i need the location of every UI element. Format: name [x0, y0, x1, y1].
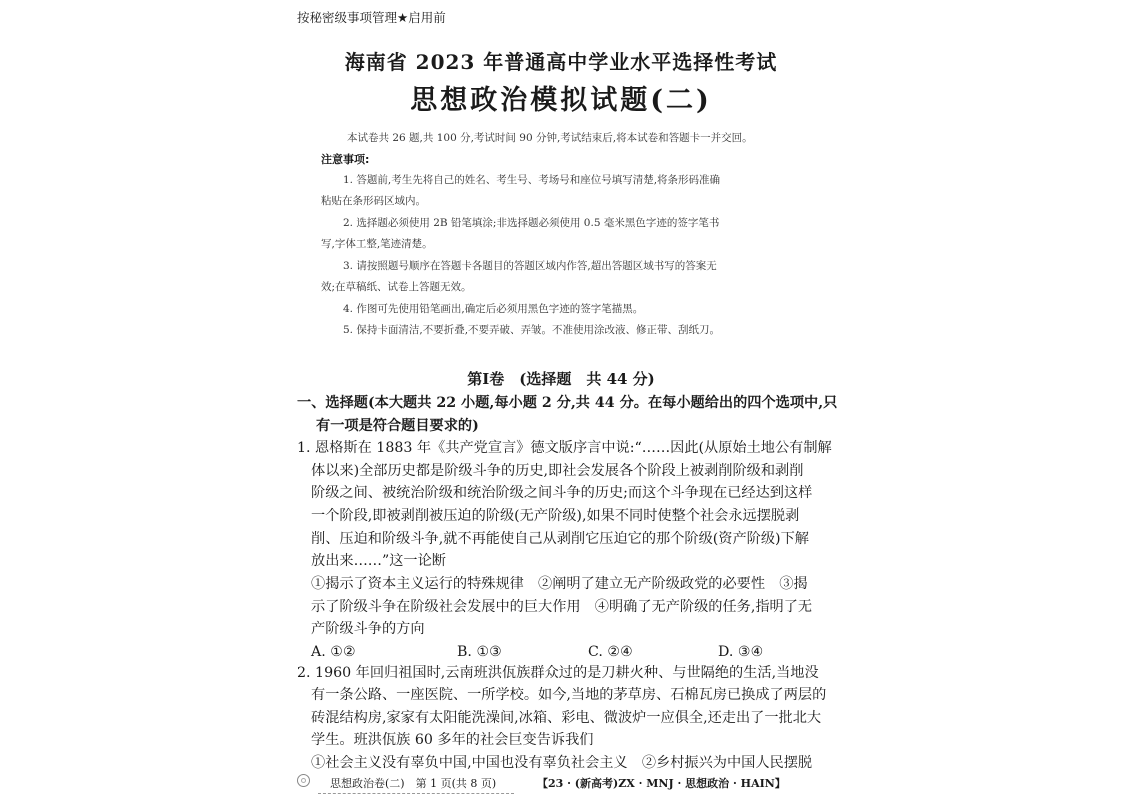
question-1-statement: 示了阶级斗争在阶级社会发展中的巨大作用 ④明确了无产阶级的任务,指明了无 — [311, 599, 813, 615]
notice-item: 2. 选择题必须使用 2B 铅笔填涂;非选择题必须使用 0.5 毫米黑色字迹的签字笔书 — [343, 217, 720, 229]
notice-label: 注意事项: — [321, 153, 370, 166]
question-1-line: 阶级之间、被统治阶级和统治阶级之间斗争的历史;而这个斗争现在已经达到这样 — [311, 485, 813, 501]
question-1-statement: 产阶级斗争的方向 — [311, 621, 425, 637]
notice-item: 4. 作图可先使用铅笔画出,确定后必须用黑色字迹的签字笔描黑。 — [343, 303, 644, 315]
question-1-line: 削、压迫和阶级斗争,就不再能使自己从剥削它压迫它的那个阶级(资产阶级)下解 — [311, 531, 809, 547]
section-title: 第Ⅰ卷 (选择题 共 44 分) — [467, 370, 655, 388]
notice-item: 写,字体工整,笔迹清楚。 — [321, 238, 433, 250]
notice-item: 粘贴在条形码区域内。 — [321, 195, 426, 207]
question-2-line: 有一条公路、一座医院、一所学校。如今,当地的茅草房、石棉瓦房已换成了两层的 — [311, 687, 827, 703]
exam-title: 海南省 2023 年普通高中学业水平选择性考试 — [344, 50, 778, 74]
section-heading: 有一项是符合题目要求的) — [316, 418, 479, 434]
option-b: B. ①③ — [457, 644, 502, 660]
confidentiality-label: 按秘密级事项管理★启用前 — [297, 10, 446, 25]
footer-circle-icon — [297, 774, 310, 787]
option-c: C. ②④ — [588, 644, 633, 660]
notice-item: 1. 答题前,考生先将自己的姓名、考生号、考场号和座位号填写清楚,将条形码准确 — [343, 174, 721, 186]
section-heading: 一、选择题(本大题共 22 小题,每小题 2 分,共 44 分。在每小题给出的四个选项中,只 — [297, 395, 838, 411]
question-2-line: 2. 1960 年回归祖国时,云南班洪佤族群众过的是刀耕火种、与世隔绝的生活,当地没 — [297, 665, 819, 681]
question-2-line: 学生。班洪佤族 60 多年的社会巨变告诉我们 — [311, 732, 594, 748]
notice-item: 效;在草稿纸、试卷上答题无效。 — [321, 281, 472, 293]
question-1-line: 放出来……”这一论断 — [311, 553, 446, 569]
footer-divider — [318, 790, 514, 794]
notice-item: 3. 请按照题号顺序在答题卡各题目的答题区域内作答,超出答题区域书写的答案无 — [343, 260, 717, 272]
question-1-line: 体以来)全部历史都是阶级斗争的历史,即社会发展各个阶段上被剥削阶级和剥削 — [311, 463, 804, 479]
question-1-line: 1. 恩格斯在 1883 年《共产党宣言》德文版序言中说:“……因此(从原始土地公有制解 — [297, 440, 832, 456]
option-a: A. ①② — [311, 644, 356, 660]
exam-subject-title: 思想政治模拟试题(二) — [410, 85, 712, 116]
question-1-line: 一个阶段,即被剥削被压迫的阶级(无产阶级),如果不同时使整个社会永远摆脱剥 — [311, 508, 800, 524]
question-2-line: ①社会主义没有辜负中国,中国也没有辜负社会主义 ②乡村振兴为中国人民摆脱 — [311, 755, 813, 771]
option-d: D. ③④ — [718, 644, 764, 660]
footer-code: 【23 · (新高考)ZX · MNJ · 思想政治 · HAIN】 — [537, 777, 786, 790]
question-1-statement: ①揭示了资本主义运行的特殊规律 ②阐明了建立无产阶级政党的必要性 ③揭 — [311, 576, 808, 592]
question-2-line: 砖混结构房,家家有太阳能洗澡间,冰箱、彩电、微波炉一应俱全,还走出了一批北大 — [311, 710, 822, 726]
footer-page-info: 思想政治卷(二) 第 1 页(共 8 页) — [330, 777, 497, 790]
notice-item: 5. 保持卡面清洁,不要折叠,不要弄破、弄皱。不准使用涂改液、修正带、刮纸刀。 — [343, 324, 721, 336]
instructions-intro: 本试卷共 26 题,共 100 分,考试时间 90 分钟,考试结束后,将本试卷和答题卡一并交回。 — [347, 132, 753, 144]
